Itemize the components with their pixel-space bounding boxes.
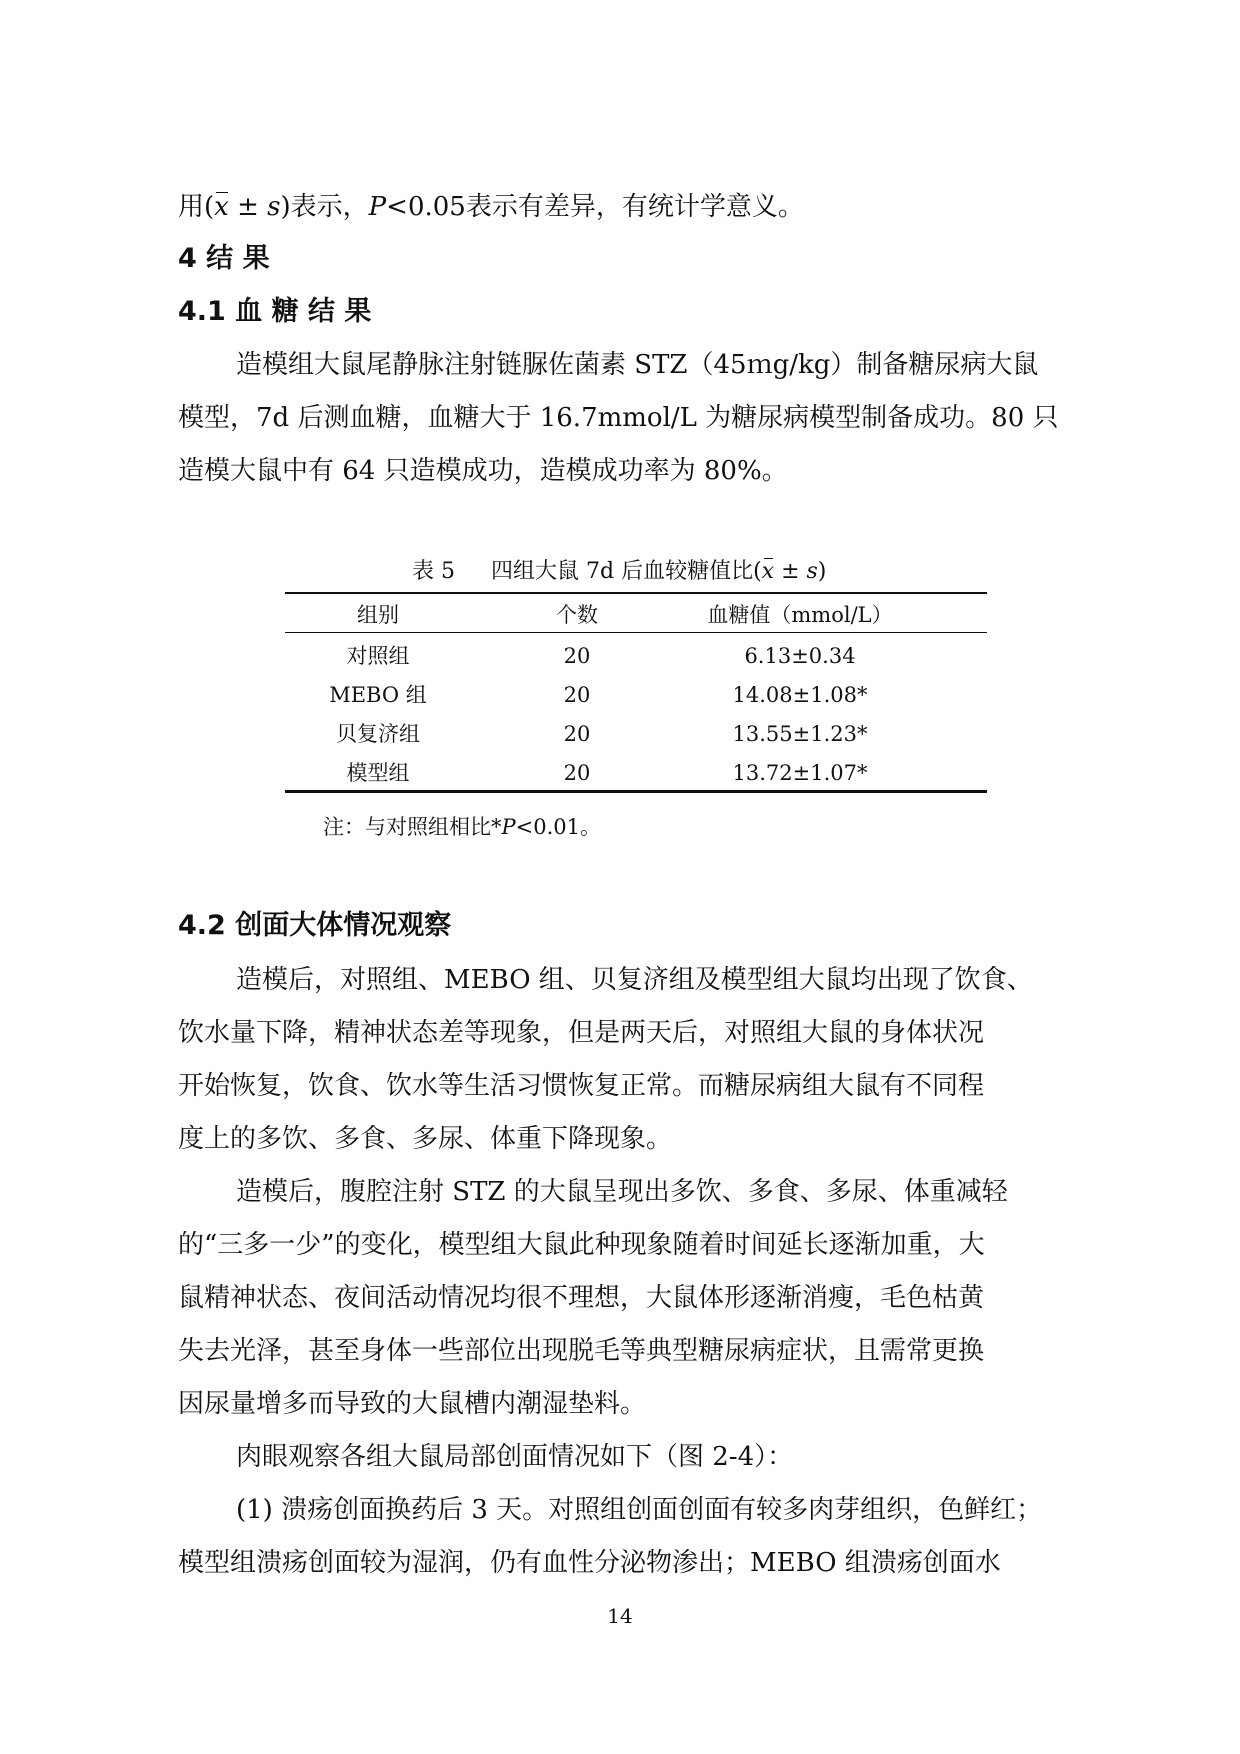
table-cell: 20 (563, 644, 591, 668)
intro-line (178, 191, 804, 223)
sec42-paragraph-line: 肉眼观察各组大鼠局部创面情况如下（图 2-4）： (236, 1442, 794, 1472)
intro-prefix: 用( (178, 192, 215, 222)
sec42-paragraph-line: 失去光泽，甚至身体一些部位出现脱毛等典型糖尿病症状，且需常更换 (178, 1336, 985, 1366)
table-cell: 6.13±0.34 (744, 644, 856, 668)
note-suffix: <0.01。 (515, 815, 601, 839)
section-4-1-heading: 4.1 血 糖 结 果 (178, 296, 372, 327)
table-5-caption (412, 557, 826, 587)
table-cell: 20 (563, 722, 591, 746)
sec42-paragraph-line: 度上的多饮、多食、多尿、体重下降现象。 (178, 1124, 673, 1154)
p-symbol: P (501, 815, 516, 839)
sec42-paragraph-line: 开始恢复，饮食、饮水等生活习惯恢复正常。而糖尿病组大鼠有不同程 (178, 1071, 985, 1101)
sec42-paragraph-line: 造模后，对照组、MEBO 组、贝复济组及模型组大鼠均出现了饮食、 (236, 965, 1033, 995)
table-header-rule (285, 632, 987, 633)
section-4-heading: 4 结 果 (178, 243, 270, 274)
caption-close: ) (817, 559, 827, 584)
sec41-paragraph-line: 造模大鼠中有 64 只造模成功，造模成功率为 80%。 (178, 456, 788, 486)
table-label: 表 5 (412, 559, 455, 584)
table-cell: 14.08±1.08* (732, 683, 868, 707)
sec42-paragraph-line: 因尿量增多而导致的大鼠槽内潮湿垫料。 (178, 1389, 647, 1419)
table-cell: 13.72±1.07* (732, 761, 868, 785)
table-cell: 13.55±1.23* (732, 722, 868, 746)
intro-suffix: <0.05表示有差异，有统计学意义。 (386, 192, 804, 222)
table-cell: 20 (563, 761, 591, 785)
plus-minus: ± (774, 559, 807, 584)
table-header-glucose: 血糖值（mmol/L） (707, 603, 893, 627)
sec42-paragraph-line: 模型组溃疡创面较为湿润，仍有血性分泌物渗出；MEBO 组溃疡创面水 (178, 1548, 1001, 1578)
table-header-count: 个数 (556, 603, 598, 627)
table-cell: 贝复济组 (336, 722, 420, 746)
sec42-paragraph-line: 鼠精神状态、夜间活动情况均很不理想，大鼠体形逐渐消瘦，毛色枯黄 (178, 1283, 985, 1313)
table-caption-text: 四组大鼠 7d 后血较糖值比( (491, 559, 762, 584)
sec42-paragraph-line: 饮水量下降，精神状态差等现象，但是两天后，对照组大鼠的身体状况 (178, 1018, 985, 1048)
x-bar-symbol: x (762, 557, 774, 587)
x-bar-symbol: x (214, 192, 229, 222)
table-bottom-rule (285, 790, 987, 793)
sec41-paragraph-line: 造模组大鼠尾静脉注射链脲佐菌素 STZ（45ｍg/kg）制备糖尿病大鼠 (236, 350, 1039, 380)
p-symbol: P (368, 192, 387, 222)
table-cell: 20 (563, 683, 591, 707)
sec42-paragraph-line: 造模后，腹腔注射 STZ 的大鼠呈现出多饮、多食、多尿、体重减轻 (236, 1177, 1008, 1207)
page-number: 14 (607, 1604, 633, 1628)
sec42-paragraph-line: 的“三多一少”的变化，模型组大鼠此种现象随着时间延长逐渐加重，大 (178, 1230, 985, 1260)
sec42-paragraph-line: (1) 溃疡创面换药后 3 天。对照组创面创面有较多肉芽组织，色鲜红； (236, 1495, 1043, 1525)
plus-minus: ± (228, 192, 268, 222)
table-cell: 对照组 (346, 644, 410, 668)
table-note (323, 812, 601, 842)
sec41-paragraph-line: 模型，7d 后测血糖，血糖大于 16.7mmol/L 为糖尿病模型制备成功。80 只 (178, 403, 1059, 433)
table-cell: 模型组 (346, 761, 410, 785)
intro-mid: )表示， (280, 192, 369, 222)
table-top-rule (285, 592, 987, 594)
section-4-2-heading: 4.2 创面大体情况观察 (178, 910, 452, 941)
s-symbol: s (267, 192, 281, 222)
s-symbol: s (806, 559, 818, 584)
note-prefix: 注：与对照组相比* (323, 815, 502, 839)
table-header-group: 组别 (357, 603, 399, 627)
table-cell: MEBO 组 (329, 683, 427, 707)
